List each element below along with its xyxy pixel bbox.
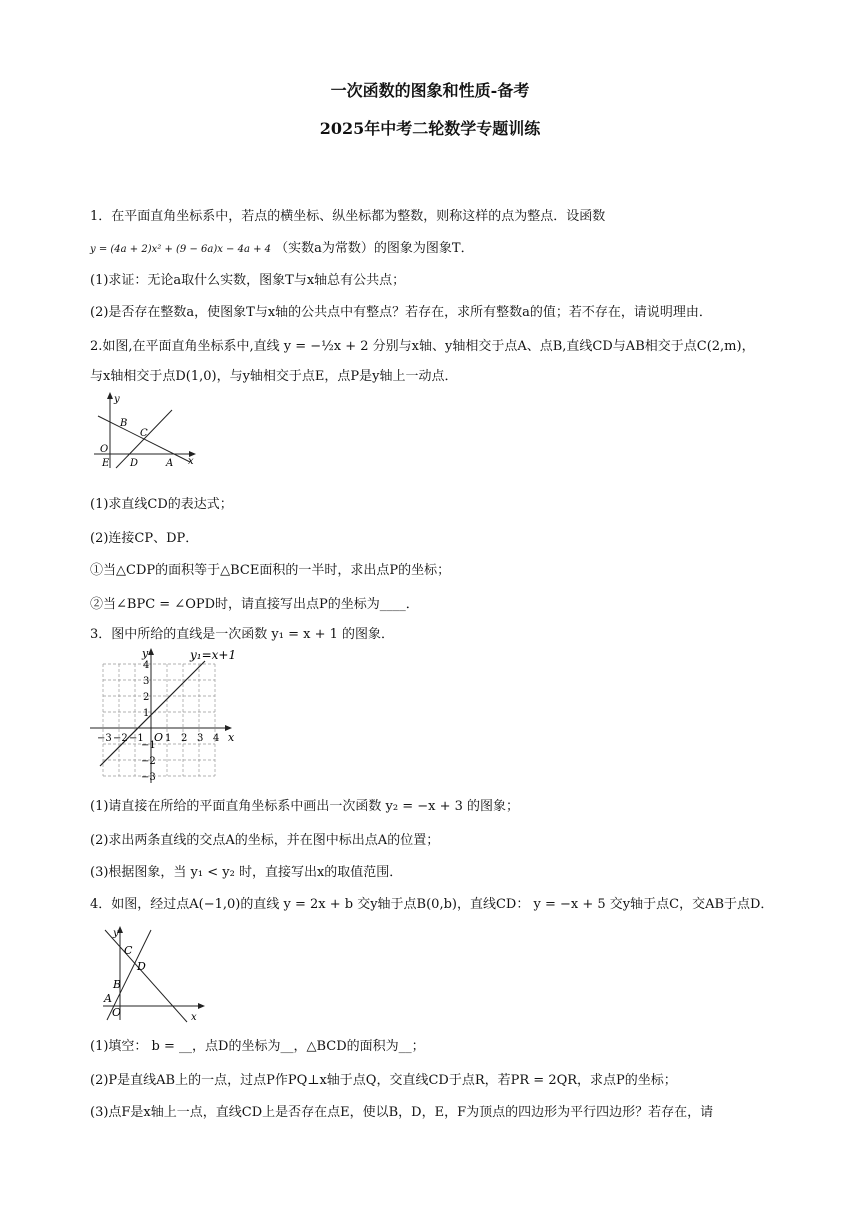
title-line-1: 一次函数的图象和性质-备考 — [330, 81, 530, 100]
q2-stem-1: 2.如图,在平面直角坐标系中,直线 y = −½x + 2 分别与x轴、y轴相交于点A、点B,直线CD与AB相交于点C(2,m)， — [90, 339, 755, 354]
q2-part-1: (1)求直线CD的表达式； — [90, 497, 233, 512]
q4-part-2: (2)P是直线AB上的一点，过点P作PQ⊥x轴于点Q，交直线CD于点R，若PR = 2QR，求点P的坐标； — [90, 1073, 677, 1088]
q3-part-2: (2)求出两条直线的交点A的坐标，并在图中标出点A的位置； — [90, 833, 440, 848]
q3-y-tick: −2 — [141, 756, 156, 767]
q4-label-x: x — [191, 1012, 197, 1023]
q4-part-1: (1)填空： b = __，点D的坐标为__，△BCD的面积为__； — [90, 1039, 425, 1054]
q2-label-x: x — [188, 456, 194, 467]
q3-y-tick: 1 — [143, 708, 150, 719]
q3-y-ticks — [141, 660, 156, 783]
q4-stem: 4．如图，经过点A(−1,0)的直线 y = 2x + b 交y轴于点B(0,b)，直线CD： y = −x + 5 交y轴于点C，交AB于点D． — [90, 897, 774, 912]
q3-grid — [103, 664, 215, 776]
q3-x-tick: −1 — [129, 733, 144, 744]
q3-y-tick: 2 — [143, 692, 150, 703]
q4-x-arrow — [198, 1003, 205, 1009]
q3-y-tick: −1 — [141, 740, 156, 751]
q3-graph-label: y₁=x+1 — [190, 648, 237, 662]
q4-label-y: y — [113, 928, 119, 939]
q3-y-tick: 3 — [143, 676, 150, 687]
q2-label-c: C — [140, 428, 148, 439]
q3-y-tick: 4 — [143, 660, 150, 671]
q2-stem-2: 与x轴相交于点D(1,0)，与y轴相交于点E，点P是y轴上一动点． — [90, 369, 458, 384]
q4-label-d: D — [137, 960, 146, 973]
q3-x-tick: 2 — [181, 733, 188, 744]
q2-part-2a: ①当△CDP的面积等于△BCE面积的一半时，求出点P的坐标； — [90, 563, 451, 578]
q4-part-3: (3)点F是x轴上一点，直线CD上是否存在点E，使以B，D，E，F为顶点的四边形为平行四边形？若存在，请 — [90, 1105, 714, 1120]
q1-formula: y = (4a + 2)x² + (9 − 6a)x − 4a + 4 — [90, 244, 272, 255]
q3-x-tick: −3 — [97, 733, 112, 744]
q3-part-3: (3)根据图象，当 y₁ < y₂ 时，直接写出x的取值范围． — [90, 865, 403, 880]
q2-y-arrow — [107, 392, 113, 399]
q2-label-d: D — [130, 458, 139, 469]
q2-part-2: (2)连接CP、DP． — [90, 531, 199, 546]
q4-label-c: C — [124, 944, 133, 957]
q4-label-a: A — [104, 992, 112, 1005]
q1-stem-2-row — [90, 240, 474, 259]
q3-x-tick: −2 — [113, 733, 128, 744]
q3-stem: 3．图中所给的直线是一次函数 y₁ = x + 1 的图象． — [90, 627, 395, 642]
q2-label-a: A — [166, 458, 174, 469]
q1-stem-2: （实数a为常数）的图象为图象T． — [275, 241, 474, 256]
title-line-2: 2025年中考二轮数学专题训练 — [319, 119, 541, 138]
q2-part-2b: ②当∠BPC = ∠OPD时，请直接写出点P的坐标为____． — [90, 597, 419, 612]
q3-part-1: (1)请直接在所给的平面直角坐标系中画出一次函数 y₂ = −x + 3 的图象； — [90, 799, 520, 814]
q2-label-y: y — [114, 394, 120, 405]
q2-label-b: B — [120, 418, 128, 429]
q3-axis-y-label: y — [142, 647, 149, 660]
q4-label-b: B — [113, 978, 122, 991]
q4-label-o: O — [112, 1006, 122, 1019]
q4-figure — [95, 920, 205, 1025]
q3-y-tick: −3 — [141, 772, 156, 783]
q3-axis-x-label: x — [228, 731, 235, 744]
q3-x-tick: 3 — [197, 733, 204, 744]
q2-label-e: E — [102, 458, 110, 469]
q3-x-tick: 4 — [213, 733, 220, 744]
q3-x-tick: 1 — [165, 733, 172, 744]
q2-label-o: O — [100, 444, 109, 455]
q1-stem-1: 1．在平面直角坐标系中，若点的横坐标、纵坐标都为整数，则称这样的点为整点．设函数 — [90, 209, 606, 224]
q3-origin-label: O — [154, 731, 164, 744]
q2-figure — [90, 390, 200, 470]
q1-part-2: (2)是否存在整数a，使图象T与x轴的公共点中有整点？若存在，求所有整数a的值；若不存在，请说明理由． — [90, 305, 712, 320]
q1-part-1: (1)求证：无论a取什么实数，图象T与x轴总有公共点； — [90, 273, 406, 288]
q3-figure — [90, 645, 250, 785]
q3-y-arrow — [148, 648, 154, 655]
